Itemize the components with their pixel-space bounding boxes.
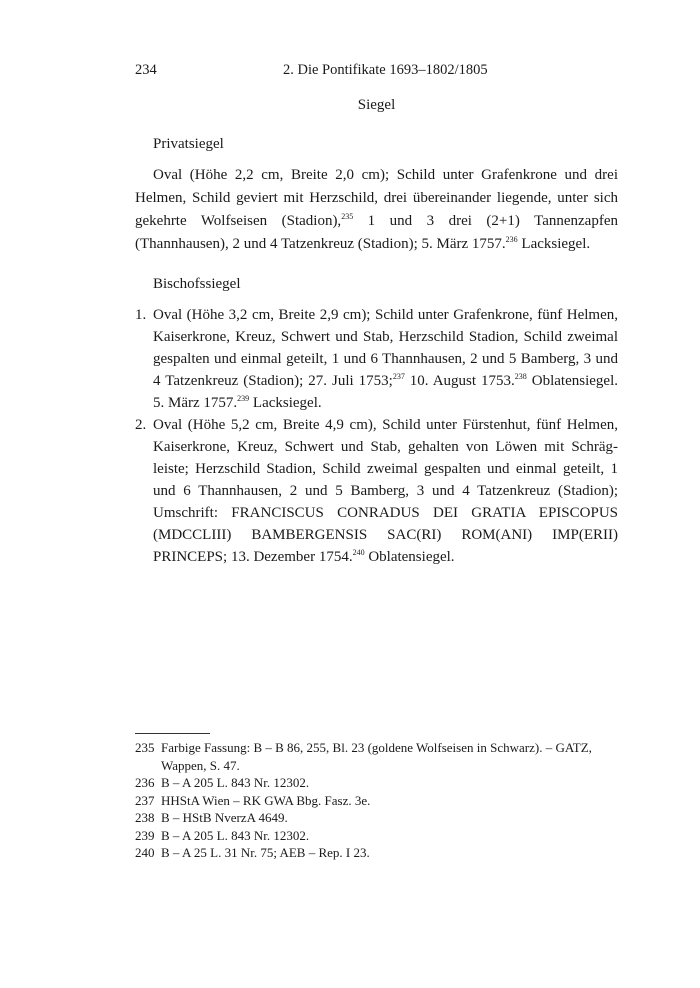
footnote — [135, 844, 618, 862]
footnote-ref[interactable]: 236 — [505, 235, 518, 244]
bishop-seal-heading: Bischofssiegel — [153, 276, 241, 292]
list-item-number: 1. — [135, 307, 147, 323]
list-item — [135, 414, 618, 568]
footnote — [135, 739, 618, 774]
footnote-number: 239 — [135, 827, 155, 843]
text-segment: Oval (Höhe 3,2 cm, Breite 2,9 cm); Schild unter Grafenkrone, fünf Helmen, Kaiserkrone, Kreuz, Schwert und Stab, Herzschild Stadion, Schild zweimal gespalten und einmal geteilt, 1 und 6 Thannhausen, 2 und 5 Bamberg, 3 und 4 Tatzenkreuz (Stadion); 27. Juli 1753; — [153, 307, 618, 389]
text-segment: 10. August 1753. — [404, 373, 515, 389]
text-segment: Oblatensiegel. — [364, 549, 455, 565]
footnote-ref[interactable]: 239 — [237, 394, 250, 403]
footnote-separator — [135, 733, 210, 734]
footnotes — [135, 739, 618, 862]
footnote — [135, 792, 618, 810]
text-segment: Oval (Höhe 2,2 cm, Breite 2,0 cm); Schild unter Grafenkrone und drei Helmen, Schild geviert mit Herzschild, drei übereinander liegende, unter sich gekehrte Wolfseisen (Stadion), — [135, 167, 618, 229]
private-seal-heading: Privatsiegel — [153, 136, 224, 152]
list-item-number: 2. — [135, 417, 147, 433]
text-segment: Lacksiegel. — [517, 236, 591, 252]
footnote-ref[interactable]: 238 — [514, 372, 527, 381]
private-seal-description — [135, 164, 618, 256]
footnote-number: 236 — [135, 775, 155, 790]
footnote-ref[interactable]: 235 — [341, 212, 354, 221]
footnote-text: B – A 205 L. 843 Nr. 12302. — [161, 827, 310, 843]
footnote — [135, 774, 618, 792]
text-segment: Lacksiegel. — [249, 395, 322, 411]
text-segment: Oval (Höhe 5,2 cm, Breite 4,9 cm), Schild unter Fürstenhut, fünf Helmen, Kaiserkrone, Kreuz, Schwert und Stab, gehalten von Löwen mit Schrägleiste; Herzschild Stadion, Schild zweimal gespalten und einmal geteilt, 1 und 6 Thannhausen, 2 und 5 Bamberg, 3 und 4 Tatzenkreuz (Stadion); Umschrift: FRANCISCUS CONRADUS DEI GRATIA EPISCOPUS (MDCCLIII) BAMBERGENSIS SAC(RI) ROM(ANI) IMP(ERII) PRINCEPS; 13. Dezember 1754. — [153, 417, 618, 565]
footnote — [135, 827, 618, 845]
footnote-number: 238 — [135, 810, 155, 825]
running-title: 2. Die Pontifikate 1693–1802/1805 — [283, 62, 488, 78]
footnote — [135, 809, 618, 827]
text-segment: Oblatensiegel. 5. März 1757. — [153, 373, 618, 411]
text-segment: 1 und 3 drei (2+1) Tannenzapfen (Thannhausen), 2 und 4 Tatzenkreuz (Stadion); 5. März 1757. — [135, 213, 618, 252]
footnote-number: 237 — [135, 792, 155, 808]
footnote-number: 240 — [135, 845, 155, 860]
footnote-text: HHStA Wien – RK GWA Bbg. Fasz. 3e. — [161, 792, 371, 808]
footnote-text: B – A 25 L. 31 Nr. 75; AEB – Rep. I 23. — [161, 845, 370, 860]
page-number: 234 — [135, 62, 157, 78]
footnote-ref[interactable]: 240 — [352, 548, 365, 557]
footnote-text: B – A 205 L. 843 Nr. 12302. — [161, 775, 310, 790]
footnote-text: B – HStB NverzA 4649. — [161, 810, 288, 825]
running-head — [135, 62, 618, 82]
section-title: Siegel — [357, 97, 396, 113]
footnote-ref[interactable]: 237 — [392, 372, 405, 381]
footnote-text: Farbige Fassung: B – B 86, 255, Bl. 23 (goldene Wolfseisen in Schwarz). – GATZ, Wappen, S. 47. — [161, 740, 592, 773]
footnote-number: 235 — [135, 740, 155, 755]
list-item — [135, 304, 618, 414]
bishop-seal-list — [135, 304, 618, 568]
